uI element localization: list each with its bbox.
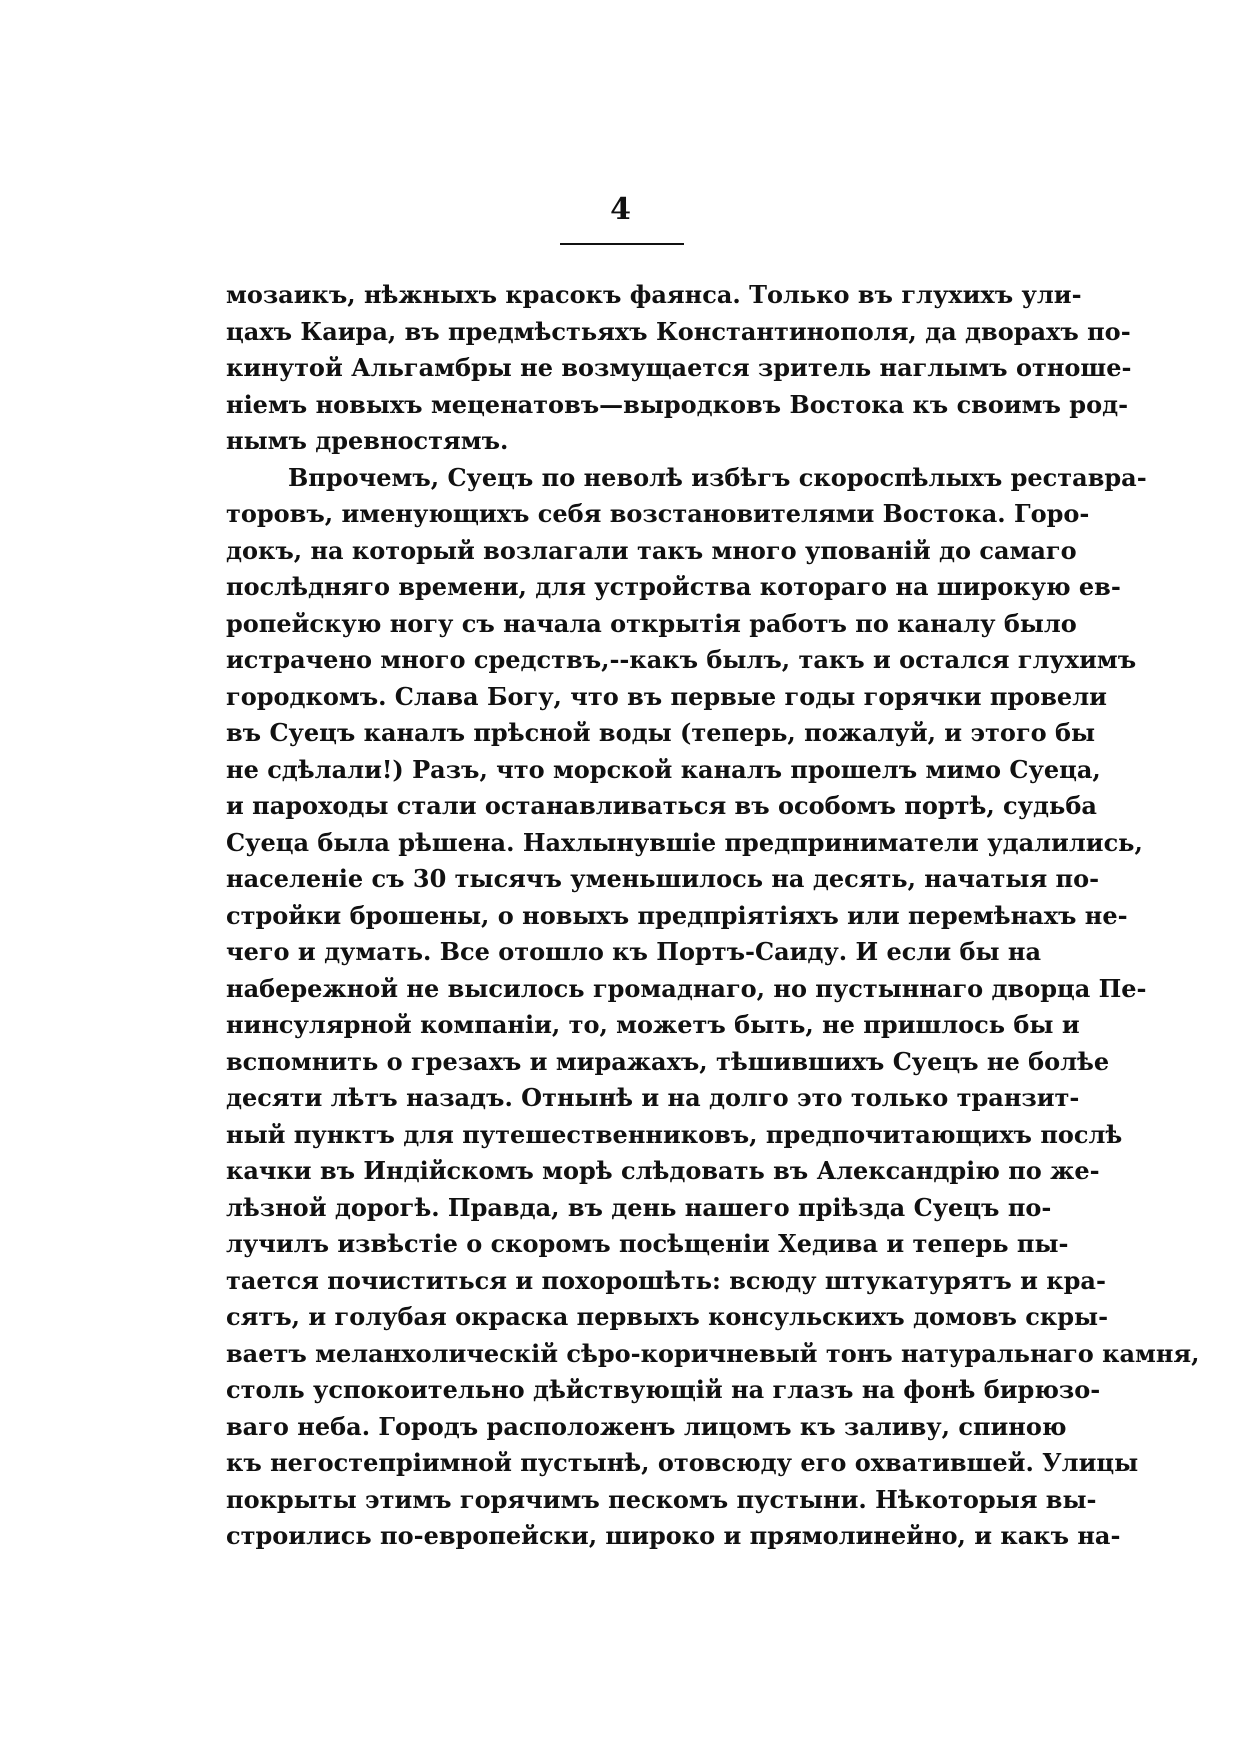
text-line: лѣзной дорогѣ. Правда, въ день нашего пріѣзда Суецъ по- [226,1192,1052,1222]
text-line: Суеца была рѣшена. Нахлынувшіе предприниматели удалились, [226,827,1143,857]
text-line: кинутой Альгамбры не возмущается зритель наглымъ отноше- [226,353,1132,382]
text-line: нымъ древностямъ. [226,426,509,455]
text-line: ный пунктъ для путешественниковъ, предпочитающихъ послѣ [226,1119,1123,1149]
text-line: чего и думать. Все отошло къ Портъ-Саиду. И если бы на [226,937,1042,966]
text-line: населеніе съ 30 тысячъ уменьшилось на десять, начатыя по- [226,864,1100,893]
text-line: столь успокоительно дѣйствующій на глазъ на фонѣ бирюзо- [226,1375,1101,1404]
text-line: сятъ, и голубая окраска первыхъ консульскихъ домовъ скры- [226,1302,1109,1331]
body-text [226,277,1200,1555]
text-line: городкомъ. Слава Богу, что въ первые годы горячки провели [226,681,1107,711]
paragraph-1 [226,277,1132,460]
text-line: тается почиститься и похорошѣть: всюду штукатурятъ и кра- [226,1265,1106,1295]
text-line: ніемъ новыхъ меценатовъ—выродковъ Востока къ своимъ род- [226,389,1129,419]
text-line: стройки брошены, о новыхъ предпріятіяхъ или перемѣнахъ не- [226,900,1128,930]
text-line: нинсулярной компаніи, то, можетъ быть, не пришлось бы и [226,1010,1080,1039]
text-line: торовъ, именующихъ себя возстановителями Востока. Горо- [226,499,1090,528]
text-line: въ Суецъ каналъ прѣсной воды (теперь, пожалуй, и этого бы [226,718,1096,747]
text-line: истрачено много средствъ,--какъ былъ, такъ и остался глухимъ [226,645,1137,674]
page-number-rule [560,243,684,245]
paragraph-2 [226,460,1200,1555]
text-line: вспомнить о грезахъ и миражахъ, тѣшившихъ Суецъ не болѣе [226,1046,1110,1076]
text-line: покрыты этимъ горячимъ пескомъ пустыни. Нѣкоторыя вы- [226,1484,1097,1514]
text-line: не сдѣлали!) Разъ, что морской каналъ прошелъ мимо Суеца, [226,754,1101,784]
text-line: и пароходы стали останавливаться въ особомъ портѣ, судьба [226,791,1097,820]
page-number: 4 [610,192,631,227]
text-line: набережной не высилось громаднаго, но пустыннаго дворца Пе- [226,973,1147,1003]
text-line: качки въ Индійскомъ морѣ слѣдовать въ Александрію по же- [226,1156,1100,1185]
text-line: десяти лѣтъ назадъ. Отнынѣ и на долго это только транзит- [226,1083,1080,1112]
text-line: строились по-европейски, широко и прямолинейно, и какъ на- [226,1521,1121,1550]
text-line: послѣдняго времени, для устройства котораго на широкую ев- [226,572,1121,601]
text-line: къ негостепріимной пустынѣ, отовсюду его охватившей. Улицы [226,1448,1139,1477]
text-line: докъ, на который возлагали такъ много упованій до самаго [226,535,1077,565]
text-line: мозаикъ, нѣжныхъ красокъ фаянса. Только въ глухихъ ули- [226,280,1082,309]
text-line: цахъ Каира, въ предмѣстьяхъ Константинополя, да дворахъ по- [226,316,1131,346]
text-line: лучилъ извѣстіе о скоромъ посѣщеніи Хедива и теперь пы- [226,1229,1069,1258]
text-line: Впрочемъ, Суецъ по неволѣ избѣгъ скороспѣлыхъ реставра- [288,462,1147,492]
text-line: ваго неба. Городъ расположенъ лицомъ къ заливу, спиною [226,1411,1067,1441]
text-line: ропейскую ногу съ начала открытія работъ по каналу было [226,608,1077,638]
text-line: ваетъ меланхолическій сѣро-коричневый тонъ натуральнаго камня, [226,1338,1200,1368]
